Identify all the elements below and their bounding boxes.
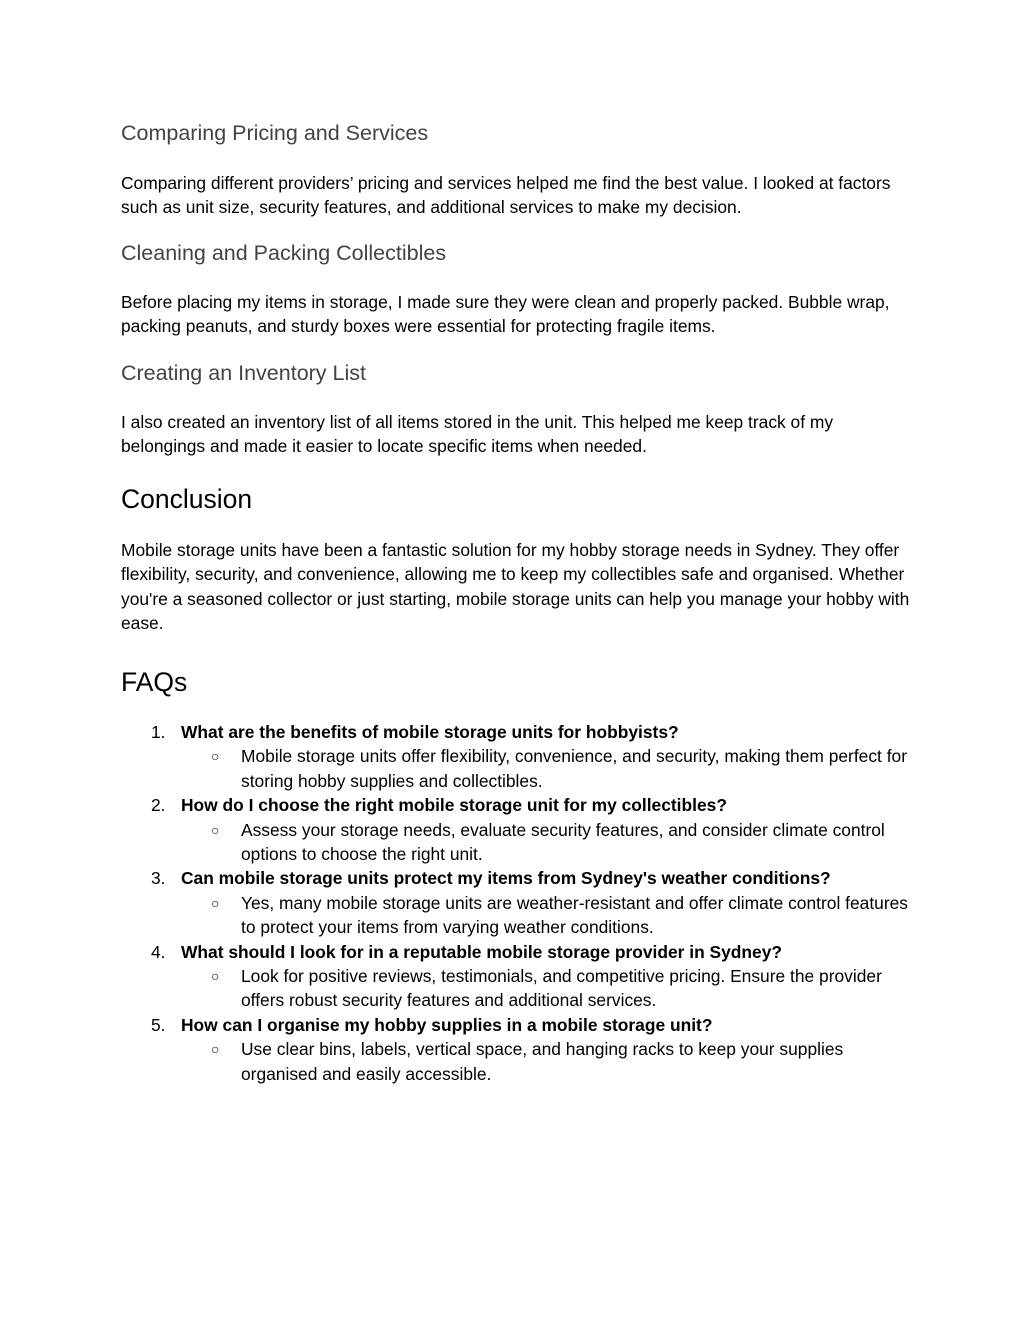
- faq-answer-row: [121, 1037, 911, 1086]
- faq-answer: Yes, many mobile storage units are weather-resistant and offer climate control features to protect your items from varying weather conditions.: [241, 892, 908, 938]
- section-heading-cleaning: Cleaning and Packing Collectibles: [121, 241, 447, 265]
- faq-question: What should I look for in a reputable mobile storage provider in Sydney?: [181, 941, 783, 962]
- section-body-inventory: I also created an inventory list of all items stored in the unit. This helped me keep track of my belongings and made it easier to locate specific items when needed.: [121, 412, 834, 457]
- conclusion-heading: Conclusion: [121, 484, 253, 514]
- faq-answer-row: [121, 744, 911, 793]
- faq-item: [121, 793, 911, 866]
- hollow-bullet-icon: ○: [211, 1041, 220, 1058]
- faq-number: 1.: [151, 722, 166, 742]
- faq-number: 4.: [151, 941, 166, 962]
- faq-item: [121, 720, 911, 793]
- section-heading-inventory: Creating an Inventory List: [121, 361, 366, 385]
- faq-answer-row: [121, 818, 911, 867]
- faq-question: Can mobile storage units protect my items from Sydney's weather conditions?: [181, 868, 831, 889]
- faq-number: 3.: [151, 868, 166, 889]
- faq-answer: Look for positive reviews, testimonials, and competitive pricing. Ensure the provider offers robust security features and additional services.: [241, 966, 882, 1011]
- faq-item: [121, 1013, 911, 1086]
- hollow-bullet-icon: ○: [211, 894, 220, 911]
- hollow-bullet-icon: ○: [211, 748, 220, 765]
- faq-number: 2.: [151, 795, 166, 816]
- hollow-bullet-icon: ○: [211, 821, 220, 838]
- section-heading-pricing: Comparing Pricing and Services: [121, 121, 429, 145]
- faq-answer: Mobile storage units offer flexibility, convenience, and security, making them perfect for storing hobby supplies and collectibles.: [241, 746, 907, 791]
- faq-answer-row: [121, 891, 911, 940]
- faq-answer: Assess your storage needs, evaluate security features, and consider climate control options to choose the right unit.: [241, 819, 885, 865]
- faq-answer: Use clear bins, labels, vertical space, and hanging racks to keep your supplies organised and easily accessible.: [241, 1039, 844, 1084]
- hollow-bullet-icon: ○: [211, 968, 220, 985]
- faq-list: [121, 720, 911, 1086]
- section-body-cleaning: Before placing my items in storage, I made sure they were clean and properly packed. Bubble wrap, packing peanuts, and sturdy boxes were essential for protecting fragile items.: [121, 292, 890, 337]
- faqs-heading: FAQs: [121, 667, 188, 697]
- faq-item: [121, 940, 911, 1013]
- faq-item: [121, 866, 911, 939]
- faq-number: 5.: [151, 1014, 166, 1035]
- faq-question: What are the benefits of mobile storage units for hobbyists?: [181, 722, 679, 742]
- faq-question: How can I organise my hobby supplies in a mobile storage unit?: [181, 1014, 713, 1035]
- faq-answer-row: [121, 964, 911, 1013]
- section-body-pricing: Comparing different providers’ pricing and services helped me find the best value. I looked at factors such as unit size, security features, and additional services to make my decision.: [121, 173, 891, 218]
- faq-question: How do I choose the right mobile storage unit for my collectibles?: [181, 795, 727, 816]
- conclusion-body: Mobile storage units have been a fantastic solution for my hobby storage needs in Sydney. They offer flexibility, security, and convenience, allowing me to keep my collectibles safe and organised. Whether you're a seasoned collector or just starting, mobile storage units can help you manage your hobby with ease.: [121, 540, 910, 634]
